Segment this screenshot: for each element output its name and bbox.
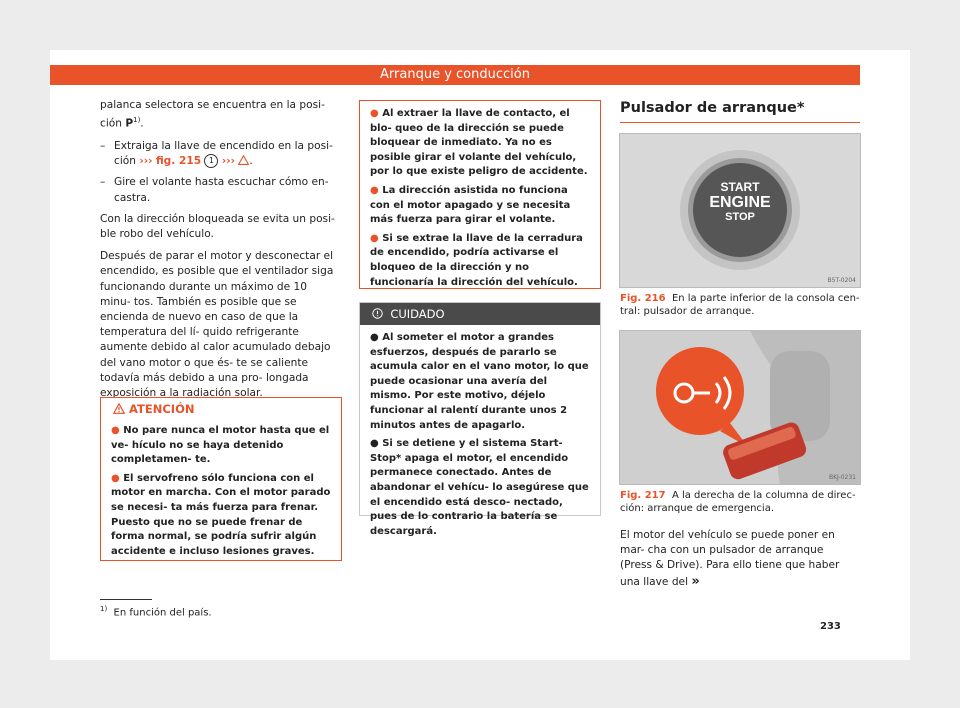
warning-triangle-icon <box>238 155 249 167</box>
warning-triangle-icon <box>113 402 125 416</box>
page-number: 233 <box>820 621 841 632</box>
footnote: $^{1)}$ En función del país. <box>100 605 212 619</box>
figure-216 <box>619 133 861 288</box>
paragraph-fan: Después de parar el motor y desconectar el encendido, es posible que el ventilador siga funcionando durante un máximo de 10 minu- tos. También es posible que se encienda de nuevo en caso de que la temperatura del lí- quido refrigerante aumente debido al calor acumulado debajo del vano motor o que és- te se caliente todavía más debido a una pro- longada exposición a la radiación solar. <box>100 250 334 399</box>
section-title: Pulsador de arranque* <box>620 100 805 116</box>
paragraph-gear: palanca selectora se encuentra en la posi- ción $P^{1)}$. <box>100 99 325 130</box>
caution-title: CUIDADO <box>360 303 600 325</box>
warning-box <box>100 397 342 561</box>
left-column <box>100 98 338 408</box>
figure-217 <box>619 330 861 485</box>
figure-code: B5T-0204 <box>827 277 856 284</box>
warning-title: ATENCIÓN <box>101 398 341 420</box>
start-label: START <box>720 180 760 194</box>
engine-label: ENGINE <box>709 194 771 211</box>
emergency-start-illustration <box>620 331 860 484</box>
stop-label: STOP <box>725 211 755 223</box>
caution-item: ● Al someter el motor a grandes esfuerzos, después de pararlo se acumula calor en el vano motor, lo que puede ocasionar una avería del mismo. Por este motivo, déjelo funcionar al ralentí durante unos 2 minutos antes de apagarlo. <box>370 332 589 431</box>
warning-item: ● El servofreno sólo funciona con el motor en marcha. Con el motor parado se necesi- ta más fuerza para frenar. Puesto que no se puede frenar de forma normal, se podría sufrir algún accidente e incluso lesiones graves. <box>111 472 331 557</box>
warning-item: ● Si se extrae la llave de la cerradura de encendido, podría activarse el bloqueo de la dirección y no funcionaría la dirección del vehículo. <box>370 232 583 288</box>
step-turn-wheel: – Gire el volante hasta escuchar cómo en- castra. <box>100 175 338 205</box>
info-circle-icon <box>372 307 383 321</box>
section-rule <box>620 122 860 123</box>
warning-item: ● No pare nunca el motor hasta que el ve- hículo no se haya detenido completamen- te. <box>111 425 330 466</box>
callout-number: 1 <box>204 154 218 168</box>
warning-item: ● La dirección asistida no funciona con el motor apagado y se necesita más fuerza para girar el volante. <box>370 184 571 226</box>
paragraph-lock: Con la dirección bloqueada se evita un posi- ble robo del vehículo. <box>100 212 335 240</box>
caution-box <box>359 302 601 537</box>
right-body <box>620 528 854 597</box>
figure-217-caption: Fig. 217 A la derecha de la columna de direc- ción: arranque de emergencia. <box>620 490 856 514</box>
step-remove-key: – Extraiga la llave de encendido en la posi- ción ››› fig. 215 1 ››› . <box>100 139 338 169</box>
figure-216-caption: Fig. 216 En la parte inferior de la consola cen- tral: pulsador de arranque. <box>620 293 860 317</box>
paragraph-press-drive: El motor del vehículo se puede poner en mar- cha con un pulsador de arranque (Press & Drive). Para ello tiene que haber una llave del » <box>620 529 840 589</box>
fig-215-link[interactable]: fig. 215 <box>155 155 202 168</box>
chapter-header: Arranque y conducción <box>50 65 860 85</box>
warning-box-continued <box>359 100 601 289</box>
figure-code: BKJ-0231 <box>828 474 856 481</box>
warning-item: ● Al extraer la llave de contacto, el blo- queo de la dirección se puede bloquear de inmediato. Ya no es posible girar el volante del vehículo, por lo que existe peligro de accidente. <box>370 108 588 178</box>
caution-item: ● Si se detiene y el sistema Start-Stop* apaga el motor, el encendido permanece conectado. Antes de abandonar el vehícu- lo asegúrese que el encendido está desco- nectado, pues de lo contrario la batería se descargará. <box>370 438 589 537</box>
footnote-rule <box>100 599 152 600</box>
continue-marker: » <box>691 573 700 589</box>
